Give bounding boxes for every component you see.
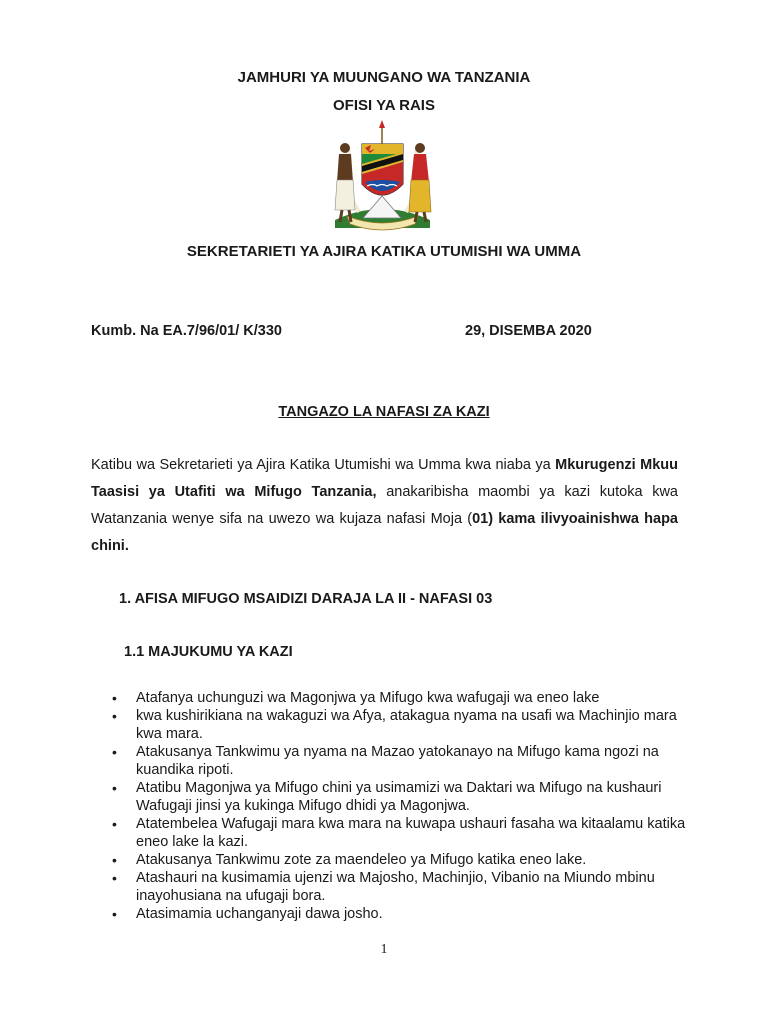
bullet-icon: • (112, 708, 117, 724)
announcement-title: TANGAZO LA NAFASI ZA KAZI (278, 404, 490, 420)
list-item: • Atafanya uchunguzi wa Magonjwa ya Mifugo kwa wafugaji wa eneo lake (112, 690, 600, 706)
section-heading-1-1: 1.1 MAJUKUMU YA KAZI (124, 644, 293, 660)
bullet-icon: • (112, 870, 117, 886)
intro-paragraph (91, 452, 678, 560)
bullet-icon: • (112, 780, 117, 796)
page-number: 1 (380, 942, 388, 957)
intro-institution: Mkurugenzi Mkuu Taasisi ya Utafiti wa Mifugo Tanzania, (91, 457, 678, 500)
coat-of-arms-emblem (325, 120, 440, 232)
duties-list (110, 689, 700, 923)
section-heading-1: 1. AFISA MIFUGO MSAIDIZI DARAJA LA II - NAFASI 03 (119, 591, 493, 607)
bullet-icon: • (112, 690, 117, 706)
intro-count: 01) kama ilivyoainishwa hapa chini. (91, 511, 678, 554)
intro-text-1: Katibu wa Sekretarieti ya Ajira Katika Utumishi wa Umma kwa niaba ya (91, 457, 556, 473)
office-heading: OFISI YA RAIS (333, 97, 435, 114)
list-item: • Atakusanya Tankwimu ya nyama na Mazao yatokanayo na Mifugo kama ngozi na kuandika ripoti. (112, 744, 659, 778)
list-item: • Atatembelea Wafugaji mara kwa mara na kuwapa ushauri fasaha wa kitaalamu katika eneo lake la kazi. (112, 816, 686, 850)
list-item: • Atashauri na kusimamia ujenzi wa Majosho, Machinjio, Vibanio na Miundo mbinu inayohusiana na ufugaji bora. (112, 870, 655, 904)
intro-text-2: anakaribisha maombi ya kazi kutoka kwa Watanzania wenye sifa na uwezo wa kujaza nafasi Moja ( (91, 484, 678, 527)
document-date: 29, DISEMBA 2020 (465, 323, 592, 339)
republic-heading: JAMHURI YA MUUNGANO WA TANZANIA (237, 69, 531, 86)
list-item: • Atasimamia uchanganyaji dawa josho. (112, 906, 383, 922)
list-item: • Atatibu Magonjwa ya Mifugo chini ya usimamizi wa Daktari wa Mifugo na kushauri Wafugaji jinsi ya kukinga Mifugo dhidi ya Magonjwa. (112, 780, 662, 814)
bullet-icon: • (112, 906, 117, 922)
secretariat-heading: SEKRETARIETI YA AJIRA KATIKA UTUMISHI WA UMMA (186, 243, 582, 260)
reference-number: Kumb. Na EA.7/96/01/ K/330 (91, 323, 282, 339)
list-item: • kwa kushirikiana na wakaguzi wa Afya, atakagua nyama na usafi wa Machinjio mara kwa mara. (112, 708, 677, 742)
bullet-icon: • (112, 816, 117, 832)
bullet-icon: • (112, 744, 117, 760)
bullet-icon: • (112, 852, 117, 868)
list-item: • Atakusanya Tankwimu zote za maendeleo ya Mifugo katika eneo lake. (112, 852, 587, 868)
